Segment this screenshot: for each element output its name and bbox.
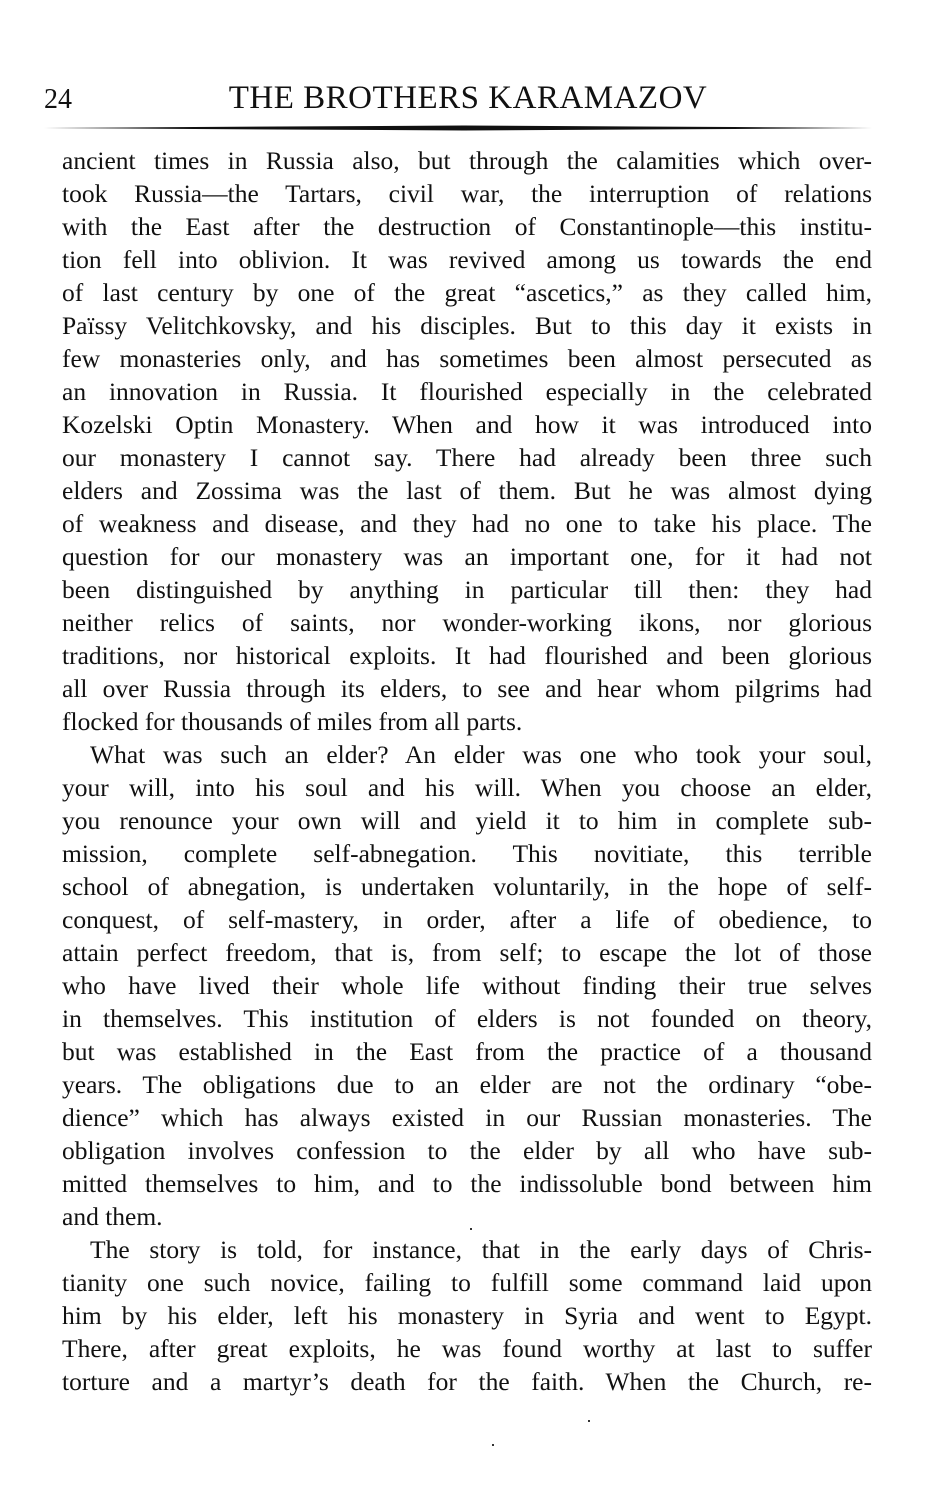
text-line: of weakness and disease, and they had no one to take his place. The (62, 509, 872, 538)
text-line: conquest, of self-mastery, in order, after a life of obedience, to (62, 905, 872, 934)
text-line: and them. (62, 1202, 163, 1231)
text-line: your will, into his soul and his will. When you choose an elder, (62, 773, 872, 802)
text-line: There, after great exploits, he was found worthy at last to suffer (62, 1334, 872, 1363)
text-line: all over Russia through its elders, to see and hear whom pilgrims had (62, 674, 872, 703)
text-line: been distinguished by anything in particular till then: they had (62, 575, 872, 604)
text-line: years. The obligations due to an elder are not the ordinary “obe- (62, 1070, 872, 1099)
text-line: What was such an elder? An elder was one who took your soul, (90, 740, 872, 769)
text-line: ancient times in Russia also, but through the calamities which over- (62, 146, 872, 175)
text-line: mitted themselves to him, and to the indissoluble bond between him (62, 1169, 872, 1198)
text-line: tion fell into oblivion. It was revived among us towards the end (62, 245, 872, 274)
text-line: question for our monastery was an important one, for it had not (62, 542, 872, 571)
page-number: 24 (44, 84, 72, 115)
text-line: school of abnegation, is undertaken voluntarily, in the hope of self- (62, 872, 872, 901)
text-line: The story is told, for instance, that in the early days of Chris- (90, 1235, 872, 1264)
text-line: dience” which has always existed in our Russian monasteries. The (62, 1103, 872, 1132)
text-line: with the East after the destruction of Constantinople—this institu- (62, 212, 872, 241)
text-line: in themselves. This institution of elders is not founded on theory, (62, 1004, 872, 1033)
text-line: of last century by one of the great “ascetics,” as they called him, (62, 278, 872, 307)
text-line: Kozelski Optin Monastery. When and how it was introduced into (62, 410, 872, 439)
text-line: traditions, nor historical exploits. It had flourished and been glorious (62, 641, 872, 670)
print-speck (470, 1228, 472, 1230)
text-line: who have lived their whole life without finding their true selves (62, 971, 872, 1000)
text-line: our monastery I cannot say. There had already been three such (62, 443, 872, 472)
print-speck (588, 1420, 590, 1422)
body-text (62, 144, 872, 1398)
text-line: took Russia—the Tartars, civil war, the interruption of relations (62, 179, 872, 208)
text-line: mission, complete self-abnegation. This novitiate, this terrible (62, 839, 872, 868)
text-line: but was established in the East from the practice of a thousand (62, 1037, 872, 1066)
text-line: tianity one such novice, failing to fulfill some command laid upon (62, 1268, 872, 1297)
page-header (44, 80, 872, 126)
print-speck (492, 1444, 494, 1446)
header-rule (44, 125, 872, 129)
text-line: you renounce your own will and yield it to him in complete sub- (62, 806, 872, 835)
text-line: Païssy Velitchkovsky, and his disciples. But to this day it exists in (62, 311, 872, 340)
text-line: an innovation in Russia. It flourished especially in the celebrated (62, 377, 872, 406)
text-line: elders and Zossima was the last of them. But he was almost dying (62, 476, 872, 505)
text-line: attain perfect freedom, that is, from self; to escape the lot of those (62, 938, 872, 967)
running-title: THE BROTHERS KARAMAZOV (228, 80, 708, 116)
text-line: few monasteries only, and has sometimes been almost persecuted as (62, 344, 872, 373)
text-line: flocked for thousands of miles from all parts. (62, 707, 523, 736)
text-line: him by his elder, left his monastery in Syria and went to Egypt. (62, 1301, 872, 1330)
text-line: obligation involves confession to the elder by all who have sub- (62, 1136, 872, 1165)
text-line: neither relics of saints, nor wonder-working ikons, nor glorious (62, 608, 872, 637)
text-line: torture and a martyr’s death for the faith. When the Church, re- (62, 1367, 872, 1396)
